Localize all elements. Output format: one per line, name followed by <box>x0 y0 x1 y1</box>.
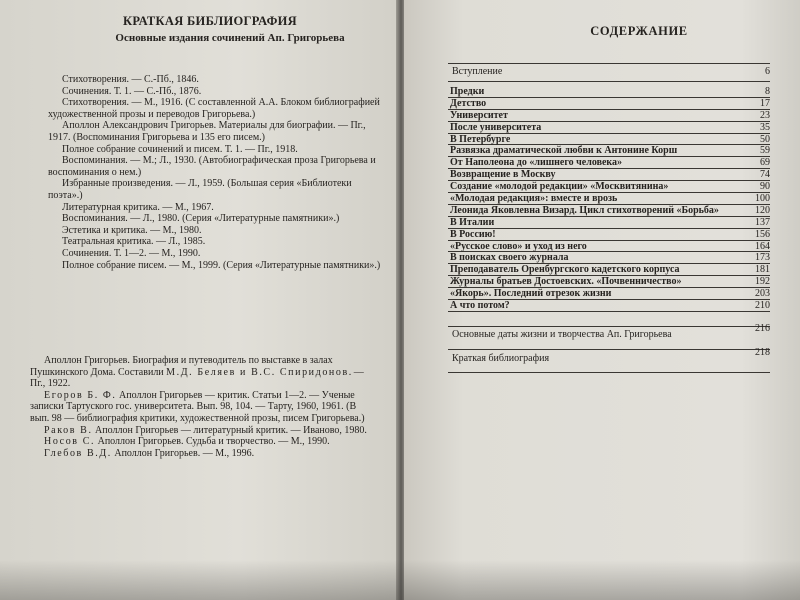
toc-entry-page: 50 <box>760 133 770 145</box>
edition-entry: Избранные произведения. — Л., 1959. (Большая серия «Библиотеки поэта».) <box>48 178 352 201</box>
toc-entry[interactable] <box>448 110 770 122</box>
study-author: Егоров Б. Ф. <box>44 389 117 401</box>
study-author: Носов С. <box>44 436 96 448</box>
toc-dates-page: 216 <box>755 323 770 334</box>
toc-entry-page: 120 <box>755 204 770 216</box>
toc-entry-title: «Русское слово» и уход из него <box>450 240 587 252</box>
toc-entry[interactable] <box>448 205 770 217</box>
toc-entry[interactable] <box>448 300 770 312</box>
study-details: Аполлон Григорьев — литературный критик. — Иваново, 1980. <box>92 424 367 436</box>
toc-entry-title: Университет <box>450 109 508 121</box>
toc-entry-page: 156 <box>755 228 770 240</box>
edition-entry: Театральная критика. — Л., 1985. <box>62 236 206 248</box>
toc-dates[interactable] <box>448 323 770 341</box>
toc-intro-page: 6 <box>765 66 770 77</box>
toc-entry[interactable] <box>448 157 770 169</box>
toc-intro[interactable] <box>448 66 770 78</box>
toc-entry[interactable] <box>448 86 770 98</box>
divider <box>448 372 770 373</box>
toc-entry-page: 69 <box>760 157 770 169</box>
divider <box>448 81 770 82</box>
studies-list <box>30 355 370 459</box>
editions-list <box>48 74 383 271</box>
toc-entry[interactable] <box>448 181 770 193</box>
toc-entry[interactable] <box>448 169 770 181</box>
toc-intro-title: Вступление <box>452 66 503 77</box>
edition-entry: Воспоминания. — М.; Л., 1930. (Автобиографическая проза Григорьева и воспоминания о нем.) <box>48 155 376 178</box>
toc-entry-title: В поисках своего журнала <box>450 252 569 264</box>
edition-entry: Воспоминания. — Л., 1980. (Серия «Литературные памятники».) <box>62 213 340 225</box>
toc-entry[interactable] <box>448 217 770 229</box>
toc-entry[interactable] <box>448 134 770 146</box>
page-shadow <box>0 560 800 600</box>
edition-entry: Эстетика и критика. — М., 1980. <box>62 224 202 236</box>
toc-entry-page: 59 <box>760 145 770 157</box>
toc-entry-page: 23 <box>760 109 770 121</box>
toc-bibliography[interactable] <box>448 347 770 365</box>
study-author: Раков В. <box>44 424 93 436</box>
toc-entry-page: 35 <box>760 121 770 133</box>
toc-entry[interactable] <box>448 193 770 205</box>
toc-entry[interactable] <box>448 229 770 241</box>
toc-entry-title: В Россию! <box>450 228 496 240</box>
study-entry <box>30 436 370 448</box>
toc-entry-title: В Петербурге <box>450 133 511 145</box>
toc-entry-title: Предки <box>450 86 485 97</box>
toc-entry[interactable] <box>448 276 770 288</box>
toc-entry-page: 181 <box>755 264 770 276</box>
toc-entry-title: Журналы братьев Достоевских. «Почвенничество» <box>450 276 682 288</box>
toc-entry-title: «Якорь». Последний отрезок жизни <box>450 288 612 300</box>
toc-entry-title: После университета <box>450 121 542 133</box>
right-page <box>404 0 800 600</box>
toc-bibliography-title: Краткая библиография <box>452 353 550 364</box>
study-details: Аполлон Григорьев. Судьба и творчество. — М., 1990. <box>95 436 330 448</box>
toc-dates-title: Основные даты жизни и творчества Ап. Григорьева <box>452 329 672 340</box>
toc-entry-page: 8 <box>765 86 770 97</box>
edition-entry: Сочинения. Т. 1. — С.-Пб., 1876. <box>62 85 202 97</box>
bibliography-subtitle: Основные издания сочинений Ап. Григорьева <box>115 32 345 44</box>
bibliography-title: КРАТКАЯ БИБЛИОГРАФИЯ <box>122 14 298 28</box>
study-author: М.Д. Беляев и В.С. Спиридонов <box>166 366 349 378</box>
toc-entry-title: А что потом? <box>450 300 510 312</box>
contents-title: СОДЕРЖАНИЕ <box>590 24 688 38</box>
toc-entry-title: Преподаватель Оренбургского кадетского корпуса <box>450 264 680 276</box>
toc-entry[interactable] <box>448 288 770 300</box>
toc-entry-page: 192 <box>755 276 770 288</box>
edition-entry: Стихотворения. — С.-Пб., 1846. <box>62 74 199 85</box>
toc-entry-title: Леонида Яковлевна Визард. Цикл стихотворений «Борьба» <box>450 204 719 216</box>
toc-entry[interactable] <box>448 122 770 134</box>
edition-entry: Стихотворения. — М., 1916. (С составленной А.А. Блоком библиографией художественной прозы и переводов Григорьева.) <box>48 97 380 120</box>
toc-entry-title: Развязка драматической любви к Антонине Корш <box>450 145 678 157</box>
toc-chapters <box>448 86 770 312</box>
divider <box>448 349 770 350</box>
toc-entry-page: 17 <box>760 97 770 109</box>
toc-entry-page: 100 <box>755 193 770 205</box>
study-entry <box>30 390 370 425</box>
edition-entry: Полное собрание писем. — М., 1999. (Серия «Литературные памятники».) <box>62 259 381 271</box>
toc-entry-title: Возвращение в Москву <box>450 169 556 181</box>
edition-entry: Сочинения. Т. 1—2. — М., 1990. <box>62 247 201 259</box>
toc-entry[interactable] <box>448 98 770 110</box>
toc-bibliography-page: 218 <box>755 347 770 358</box>
left-page <box>0 0 398 600</box>
toc-entry-title: Детство <box>450 97 487 109</box>
study-entry <box>30 448 370 460</box>
toc-entry-page: 90 <box>760 181 770 193</box>
toc-entry[interactable] <box>448 252 770 264</box>
toc-entry-page: 137 <box>755 216 770 228</box>
toc-entry-page: 74 <box>760 169 770 181</box>
toc-entry-title: Создание «молодой редакции» «Москвитянина» <box>450 181 669 193</box>
toc-entry-page: 173 <box>755 252 770 264</box>
toc-entry[interactable] <box>448 145 770 157</box>
toc-entry-page: 203 <box>755 288 770 300</box>
study-details: Аполлон Григорьев — критик. Статьи 1—2. — Ученые записки Тартуского гос. университета. Вып. 98, 104. — Тарту, 1960, 1961. (В вып. 98 — библиография критики, художественной прозы, писем Григорьева.) <box>30 389 365 424</box>
study-entry <box>30 425 370 437</box>
divider <box>448 326 770 327</box>
edition-entry: Литературная критика. — М., 1967. <box>62 201 214 213</box>
edition-entry: Аполлон Александрович Григорьев. Материалы для биографии. — Пг., 1917. (Воспоминания Григорьева и 135 его писем.) <box>48 120 366 143</box>
edition-entry: Полное собрание сочинений и писем. Т. 1. — Пг., 1918. <box>62 143 298 155</box>
study-details: . — Пг., 1922. <box>30 366 364 390</box>
toc-entry-page: 210 <box>755 300 770 312</box>
toc-entry-title: В Италии <box>450 216 495 228</box>
study-author: Глебов В.Д. <box>44 447 112 459</box>
toc-entry[interactable] <box>448 241 770 253</box>
toc-entry-title: «Молодая редакция»: вместе и врозь <box>450 193 618 205</box>
study-text: Аполлон Григорьев. Биография и путеводитель по выставке в залах Пушкинского Дома. Составили <box>30 355 333 378</box>
toc-entry-page: 164 <box>755 240 770 252</box>
study-details: Аполлон Григорьев. — М., 1996. <box>111 447 255 459</box>
study-entry <box>30 355 370 390</box>
divider <box>448 63 770 64</box>
toc-entry-title: От Наполеона до «лишнего человека» <box>450 157 623 169</box>
toc-entry[interactable] <box>448 264 770 276</box>
